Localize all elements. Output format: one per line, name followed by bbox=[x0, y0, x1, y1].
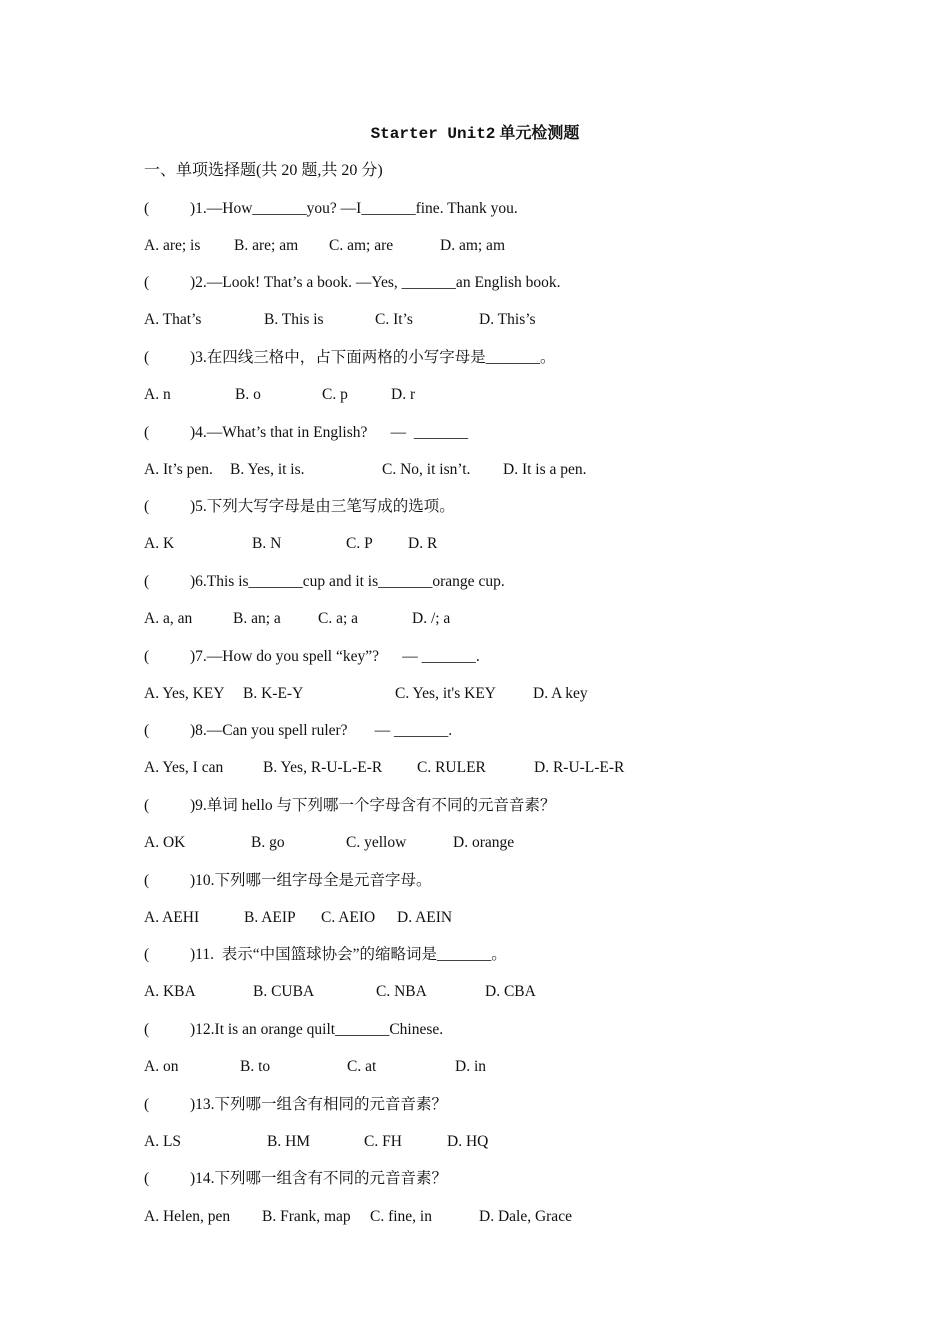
option-d: D. in bbox=[455, 1058, 486, 1075]
option-a: A. Yes, I can bbox=[144, 759, 224, 776]
option-c: C. fine, in bbox=[370, 1208, 432, 1225]
question-stem-9 bbox=[144, 796, 556, 816]
option-d: D. Dale, Grace bbox=[479, 1208, 572, 1225]
option-b: B. This is bbox=[264, 311, 324, 328]
answer-blank: ( bbox=[144, 797, 150, 814]
answer-blank: ( bbox=[144, 722, 150, 739]
option-d: D. This’s bbox=[479, 311, 536, 328]
question-text: )11. 表示“中国篮球协会”的缩略词是_______。 bbox=[190, 946, 507, 963]
option-b: B. CUBA bbox=[253, 983, 315, 1000]
option-c: C. FH bbox=[364, 1133, 402, 1150]
option-a: A. KBA bbox=[144, 983, 196, 1000]
option-c: C. NBA bbox=[376, 983, 427, 1000]
option-a: A. a, an bbox=[144, 610, 193, 627]
answer-blank: ( bbox=[144, 274, 150, 291]
options-row-3 bbox=[144, 385, 844, 405]
option-d: D. R-U-L-E-R bbox=[534, 759, 625, 776]
answer-blank: ( bbox=[144, 1021, 150, 1038]
option-b: B. HM bbox=[267, 1133, 311, 1150]
options-row-14 bbox=[144, 1207, 844, 1227]
question-text: )7.—How do you spell “key”? — _______. bbox=[190, 648, 480, 665]
options-row-7 bbox=[144, 684, 844, 704]
answer-blank: ( bbox=[144, 498, 150, 515]
question-stem-4 bbox=[144, 423, 468, 443]
question-stem-10 bbox=[144, 871, 432, 891]
option-d: D. CBA bbox=[485, 983, 536, 1000]
option-a: A. K bbox=[144, 535, 175, 552]
question-stem-3 bbox=[144, 348, 556, 368]
answer-blank: ( bbox=[144, 1096, 150, 1113]
option-c: C. yellow bbox=[346, 834, 407, 851]
question-stem-8 bbox=[144, 721, 452, 741]
option-d: D. /; a bbox=[412, 610, 451, 627]
option-b: B. o bbox=[235, 386, 261, 403]
page-title bbox=[0, 124, 950, 144]
question-text: )8.—Can you spell ruler? — _______. bbox=[190, 722, 453, 739]
option-c: C. It’s bbox=[375, 311, 413, 328]
option-d: D. AEIN bbox=[397, 909, 453, 926]
option-b: B. Yes, R-U-L-E-R bbox=[263, 759, 383, 776]
title-latin: Starter Unit2 bbox=[370, 125, 496, 143]
option-a: A. on bbox=[144, 1058, 179, 1075]
options-row-9 bbox=[144, 833, 844, 853]
option-c: C. RULER bbox=[417, 759, 486, 776]
options-row-4 bbox=[144, 460, 844, 480]
question-stem-1 bbox=[144, 199, 518, 219]
question-text: )5.下列大写字母是由三笔写成的选项。 bbox=[190, 498, 455, 515]
option-a: A. OK bbox=[144, 834, 186, 851]
question-stem-11 bbox=[144, 945, 507, 965]
answer-blank: ( bbox=[144, 648, 150, 665]
option-d: D. orange bbox=[453, 834, 515, 851]
answer-blank: ( bbox=[144, 573, 150, 590]
option-b: B. an; a bbox=[233, 610, 281, 627]
options-row-6 bbox=[144, 609, 844, 629]
option-c: C. a; a bbox=[318, 610, 359, 627]
title-cjk: 单元检测题 bbox=[499, 125, 580, 142]
question-stem-5 bbox=[144, 497, 455, 517]
option-a: A. It’s pen. bbox=[144, 461, 213, 478]
option-a: A. LS bbox=[144, 1133, 182, 1150]
option-c: C. am; are bbox=[329, 237, 394, 254]
option-b: B. AEIP bbox=[244, 909, 296, 926]
option-c: C. Yes, it's KEY bbox=[395, 685, 496, 702]
options-row-1 bbox=[144, 236, 844, 256]
option-c: C. AEIO bbox=[321, 909, 376, 926]
option-c: C. No, it isn’t. bbox=[382, 461, 471, 478]
option-b: B. are; am bbox=[234, 237, 299, 254]
question-text: )14.下列哪一组含有不同的元音音素？ bbox=[190, 1170, 448, 1187]
option-b: B. N bbox=[252, 535, 282, 552]
question-stem-14 bbox=[144, 1169, 447, 1189]
options-row-13 bbox=[144, 1132, 844, 1152]
option-d: D. HQ bbox=[447, 1133, 489, 1150]
option-d: D. r bbox=[391, 386, 416, 403]
question-stem-13 bbox=[144, 1095, 447, 1115]
option-a: A. are; is bbox=[144, 237, 201, 254]
options-row-2 bbox=[144, 310, 844, 330]
answer-blank: ( bbox=[144, 200, 150, 217]
option-d: D. A key bbox=[533, 685, 588, 702]
option-c: C. P bbox=[346, 535, 373, 552]
question-stem-7 bbox=[144, 647, 480, 667]
option-a: A. Yes, KEY bbox=[144, 685, 225, 702]
option-b: B. Frank, map bbox=[262, 1208, 351, 1225]
answer-blank: ( bbox=[144, 872, 150, 889]
question-text: )6.This is_______cup and it is_______orange cup. bbox=[190, 573, 505, 590]
option-b: B. K-E-Y bbox=[243, 685, 304, 702]
option-b: B. go bbox=[251, 834, 285, 851]
options-row-5 bbox=[144, 534, 844, 554]
option-a: A. n bbox=[144, 386, 171, 403]
question-text: )4.—What’s that in English? — _______ bbox=[190, 424, 469, 441]
question-text: )10.下列哪一组字母全是元音字母。 bbox=[190, 872, 432, 889]
option-c: C. p bbox=[322, 386, 348, 403]
question-text: )9.单词 hello 与下列哪一个字母含有不同的元音音素？ bbox=[190, 797, 556, 814]
question-stem-6 bbox=[144, 572, 505, 592]
answer-blank: ( bbox=[144, 1170, 150, 1187]
options-row-8 bbox=[144, 758, 844, 778]
answer-blank: ( bbox=[144, 349, 150, 366]
question-stem-2 bbox=[144, 273, 561, 293]
options-row-11 bbox=[144, 982, 844, 1002]
option-a: A. AEHI bbox=[144, 909, 200, 926]
section-heading: 一、单项选择题(共 20 题,共 20 分) bbox=[144, 162, 383, 179]
option-b: B. to bbox=[240, 1058, 271, 1075]
option-d: D. am; am bbox=[440, 237, 505, 254]
option-c: C. at bbox=[347, 1058, 377, 1075]
options-row-10 bbox=[144, 908, 844, 928]
question-text: )12.It is an orange quilt_______Chinese. bbox=[190, 1021, 444, 1038]
option-d: D. R bbox=[408, 535, 438, 552]
answer-blank: ( bbox=[144, 424, 150, 441]
question-stem-12 bbox=[144, 1020, 443, 1040]
question-text: )13.下列哪一组含有相同的元音音素？ bbox=[190, 1096, 448, 1113]
question-text: )1.—How_______you? —I_______fine. Thank you. bbox=[190, 200, 518, 217]
option-a: A. That’s bbox=[144, 311, 202, 328]
question-text: )2.—Look! That’s a book. —Yes, _______an English book. bbox=[190, 274, 561, 291]
answer-blank: ( bbox=[144, 946, 150, 963]
options-row-12 bbox=[144, 1057, 844, 1077]
option-d: D. It is a pen. bbox=[503, 461, 587, 478]
question-text: )3.在四线三格中，占下面两格的小写字母是_______。 bbox=[190, 349, 556, 366]
option-a: A. Helen, pen bbox=[144, 1208, 231, 1225]
option-b: B. Yes, it is. bbox=[230, 461, 305, 478]
